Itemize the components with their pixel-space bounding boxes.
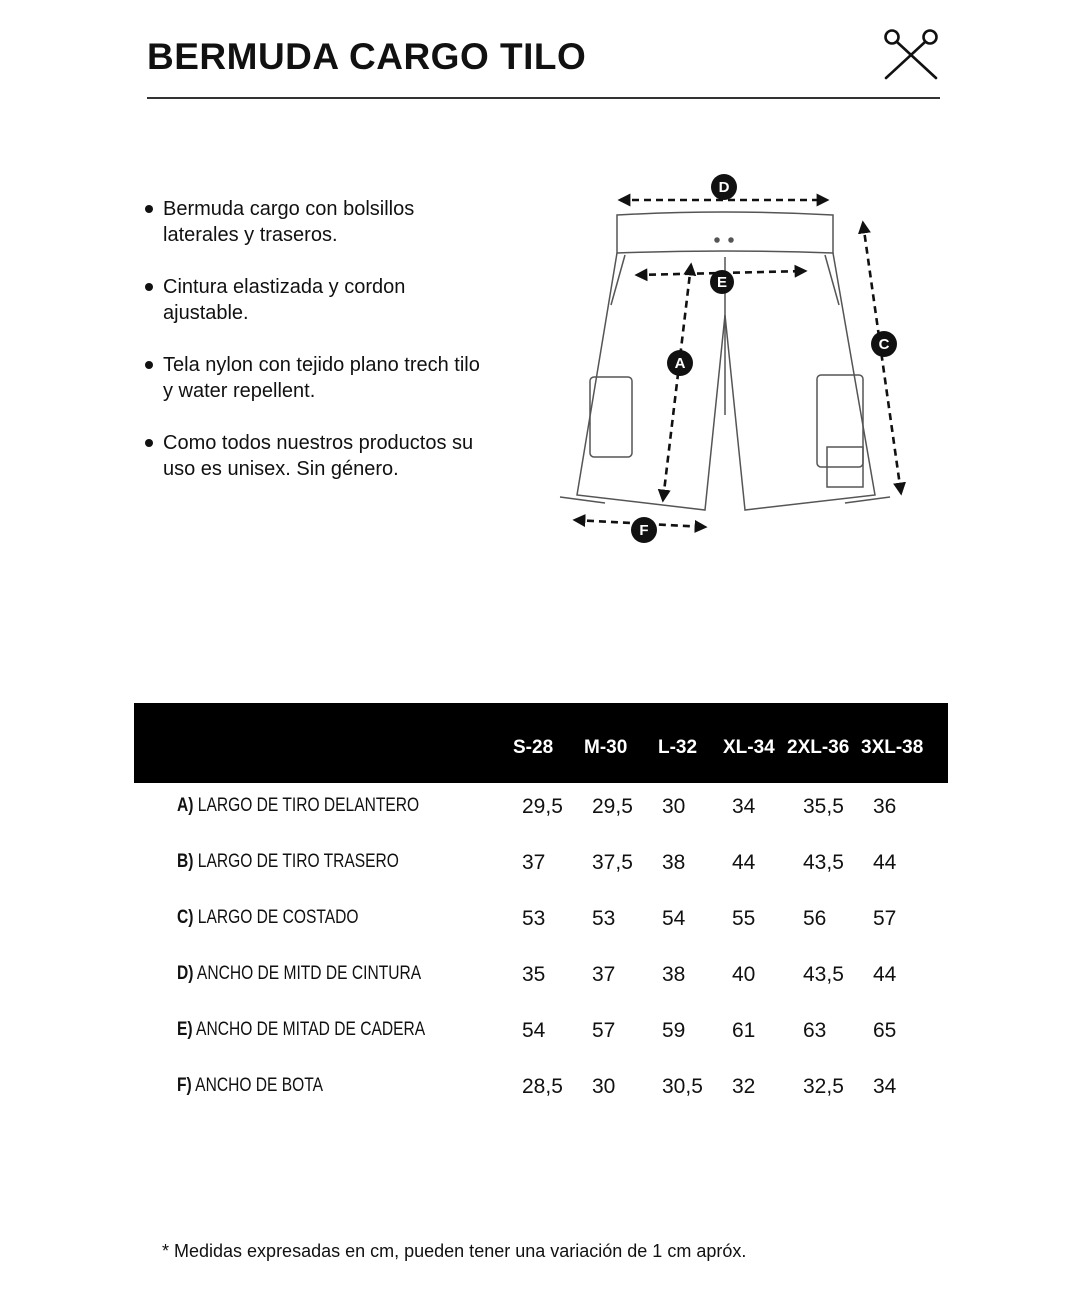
diagram-label-d: D — [718, 179, 730, 196]
size-header: XL-34 — [723, 737, 775, 758]
table-cell: 43,5 — [803, 963, 844, 986]
size-header: M-30 — [584, 737, 628, 758]
table-cell: 59 — [662, 1019, 686, 1042]
size-header: 2XL-36 — [787, 737, 850, 758]
table-cell: 44 — [873, 851, 897, 874]
table-cell: 54 — [522, 1019, 546, 1042]
row-label: F) ANCHO DE BOTA — [177, 1075, 324, 1096]
table-row — [0, 963, 1080, 1003]
table-cell: 34 — [732, 795, 756, 818]
row-label: E) ANCHO DE MITAD DE CADERA — [177, 1019, 426, 1040]
diagram-label-c: C — [878, 336, 890, 353]
table-cell: 37,5 — [592, 851, 633, 874]
footnote: * Medidas expresadas en cm, pueden tener una variación de 1 cm apróx. — [162, 1241, 747, 1261]
row-label: C) LARGO DE COSTADO — [177, 907, 359, 928]
size-header: L-32 — [658, 737, 698, 758]
table-cell: 43,5 — [803, 851, 844, 874]
table-cell: 28,5 — [522, 1075, 563, 1098]
row-label: A) LARGO DE TIRO DELANTERO — [177, 795, 420, 816]
scissors-icon — [880, 26, 942, 82]
table-cell: 63 — [803, 1019, 827, 1042]
table-cell: 29,5 — [522, 795, 563, 818]
measure-line-a — [663, 265, 691, 500]
table-cell: 38 — [662, 963, 686, 986]
feature-item: Como todos nuestros productos su uso es unisex. Sin género. — [145, 430, 485, 482]
feature-item: Tela nylon con tejido plano trech tilo y water repellent. — [145, 352, 485, 404]
table-cell: 37 — [592, 963, 616, 986]
table-cell: 32 — [732, 1075, 756, 1098]
size-table-header — [134, 703, 948, 783]
feature-list — [145, 196, 485, 508]
table-row — [0, 851, 1080, 891]
table-cell: 38 — [662, 851, 686, 874]
title-divider — [147, 97, 940, 99]
bullet-icon — [145, 361, 153, 369]
bullet-icon — [145, 205, 153, 213]
table-cell: 44 — [873, 963, 897, 986]
bullet-icon — [145, 283, 153, 291]
table-cell: 30 — [662, 795, 686, 818]
table-cell: 53 — [592, 907, 616, 930]
table-cell: 55 — [732, 907, 756, 930]
row-label: D) ANCHO DE MITD DE CINTURA — [177, 963, 422, 984]
table-cell: 35,5 — [803, 795, 844, 818]
row-label: B) LARGO DE TIRO TRASERO — [177, 851, 399, 872]
table-cell: 37 — [522, 851, 546, 874]
page-title: BERMUDA CARGO TILO — [147, 36, 587, 77]
feature-item: Bermuda cargo con bolsillos laterales y traseros. — [145, 196, 485, 248]
bullet-icon — [145, 439, 153, 447]
feature-item: Cintura elastizada y cordon ajustable. — [145, 274, 485, 326]
size-header: 3XL-38 — [861, 737, 924, 758]
measure-line-c — [863, 223, 901, 493]
table-cell: 34 — [873, 1075, 897, 1098]
table-cell: 40 — [732, 963, 756, 986]
table-cell: 56 — [803, 907, 827, 930]
diagram-label-e: E — [716, 274, 728, 291]
table-row — [0, 795, 1080, 835]
table-cell: 29,5 — [592, 795, 633, 818]
diagram-label-f: F — [639, 522, 649, 539]
shorts-outline — [560, 212, 890, 510]
table-cell: 53 — [522, 907, 546, 930]
table-cell: 30 — [592, 1075, 616, 1098]
table-cell: 35 — [522, 963, 546, 986]
diagram-label-a: A — [674, 355, 686, 372]
table-cell: 36 — [873, 795, 897, 818]
table-row — [0, 907, 1080, 947]
size-header: S-28 — [513, 737, 554, 758]
table-cell: 54 — [662, 907, 686, 930]
table-row — [0, 1019, 1080, 1059]
shorts-measurement-diagram — [545, 165, 925, 555]
table-cell: 57 — [873, 907, 897, 930]
table-cell: 57 — [592, 1019, 616, 1042]
table-cell: 32,5 — [803, 1075, 844, 1098]
table-cell: 61 — [732, 1019, 756, 1042]
table-row — [0, 1075, 1080, 1115]
table-cell: 44 — [732, 851, 756, 874]
table-cell: 65 — [873, 1019, 897, 1042]
table-cell: 30,5 — [662, 1075, 703, 1098]
